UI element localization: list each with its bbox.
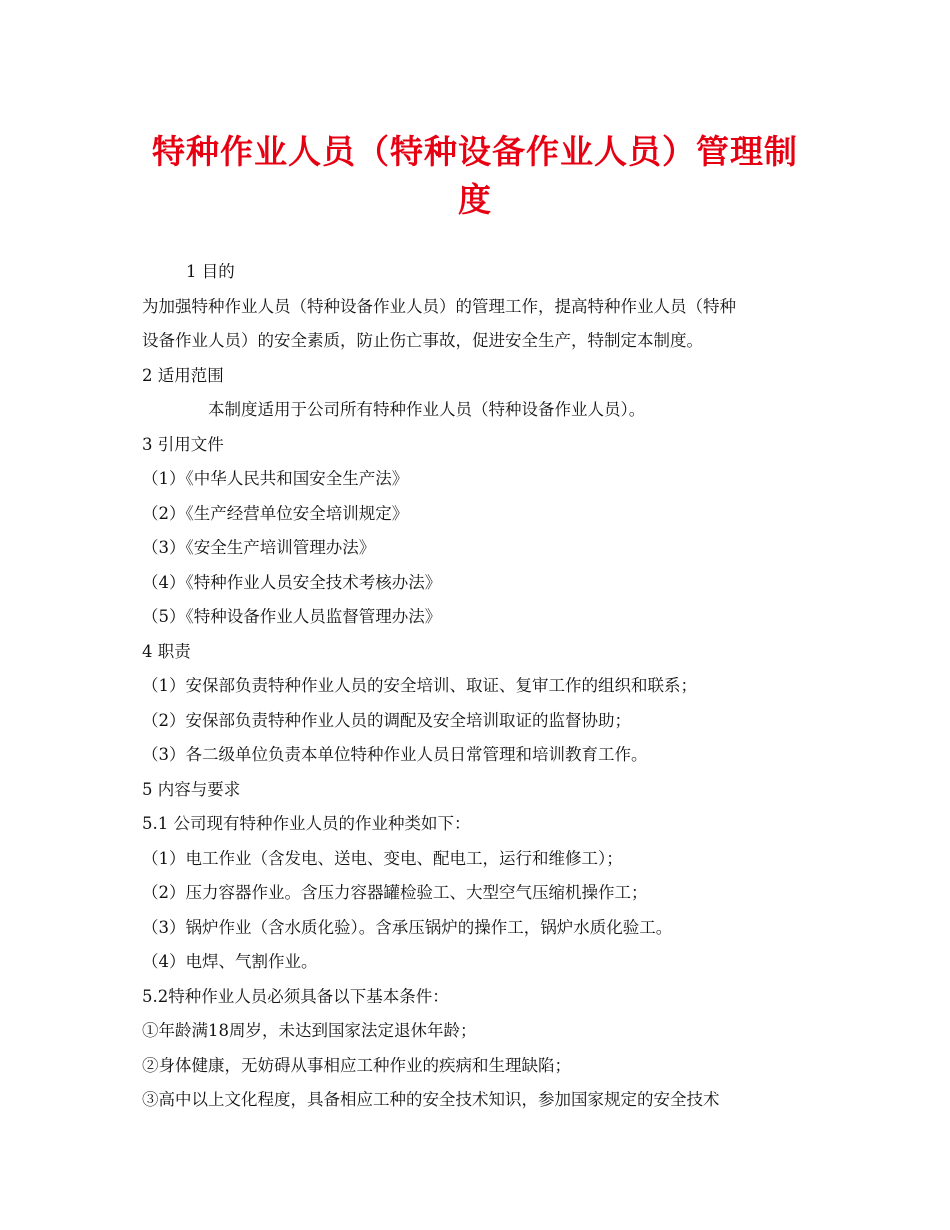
responsibility-item: （3）各二级单位负责本单位特种作业人员日常管理和培训教育工作。 [142,745,648,764]
body-line: 为加强特种作业人员（特种设备作业人员）的管理工作，提高特种作业人员（特种 [142,296,736,316]
condition-item: ②身体健康，无妨碍从事相应工种作业的疾病和生理缺陷； [142,1055,571,1075]
section-heading-scope: 2 适用范围 [142,365,224,385]
section-heading-requirements: 5 内容与要求 [142,779,241,799]
section-heading-responsibilities: 4 职责 [142,641,191,661]
subsection-heading: 5.2特种作业人员必须具备以下基本条件： [142,986,449,1006]
body-line: 本制度适用于公司所有特种作业人员（特种设备作业人员）。 [208,400,646,419]
section-heading-references: 3 引用文件 [142,434,224,454]
condition-item: ①年龄满18周岁，未达到国家法定退休年龄； [142,1021,477,1040]
section-heading-purpose: 1 目的 [186,262,235,281]
body-line: 设备作业人员）的安全素质，防止伤亡事故，促进安全生产，特制定本制度。 [142,331,703,350]
condition-item: ③高中以上文化程度，具备相应工种的安全技术知识，参加国家规定的安全技术 [142,1090,720,1109]
document-body [142,255,812,1118]
work-type-item: （1）电工作业（含发电、送电、变电、配电工，运行和维修工）； [142,848,623,868]
responsibility-item: （1）安保部负责特种作业人员的安全培训、取证、复审工作的组织和联系； [142,676,697,695]
document-title: 特种作业人员（特种设备作业人员）管理制度 [152,132,798,219]
reference-item: （2）《生产经营单位安全培训规定》 [142,503,409,523]
reference-item: （5）《特种设备作业人员监督管理办法》 [142,607,442,626]
responsibility-item: （2）安保部负责特种作业人员的调配及安全培训取证的监督协助； [142,710,631,730]
work-type-item: （2）压力容器作业。含压力容器罐检验工、大型空气压缩机操作工； [142,883,648,902]
work-type-item: （4）电焊、气割作业。 [142,952,318,971]
subsection-heading: 5.1 公司现有特种作业人员的作业种类如下： [142,814,471,833]
reference-item: （1）《中华人民共和国安全生产法》 [142,469,409,488]
reference-item: （4）《特种作业人员安全技术考核办法》 [142,572,442,592]
work-type-item: （3）锅炉作业（含水质化验）。含承压锅炉的操作工，锅炉水质化验工。 [142,917,673,937]
reference-item: （3）《安全生产培训管理办法》 [142,538,376,557]
